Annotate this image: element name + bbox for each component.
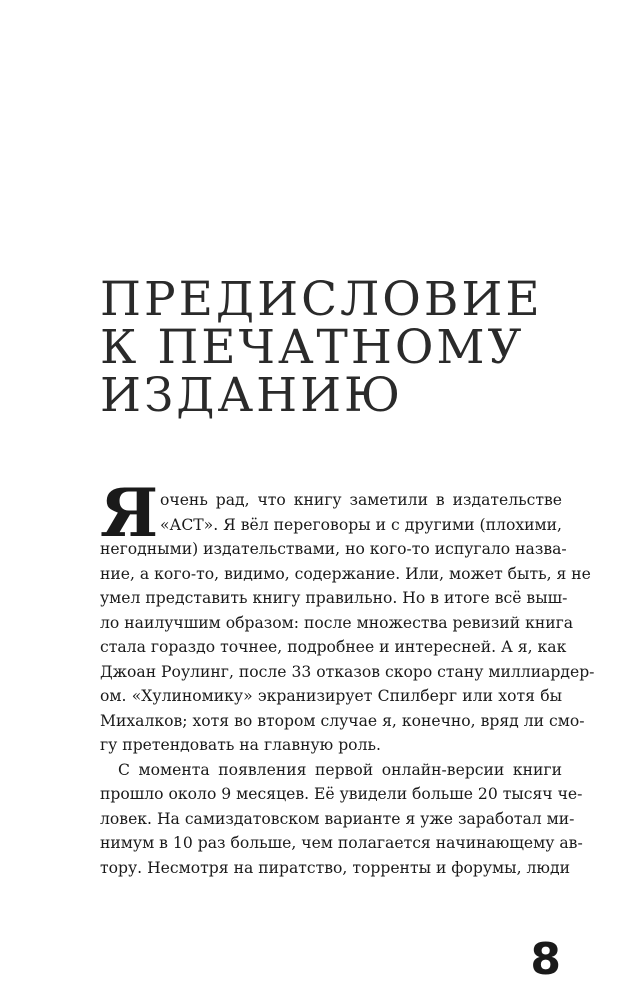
- text-line: умел представить книгу правильно. Но в итоге всё выш-: [100, 589, 568, 607]
- text-line: ловек. На самиздатовском варианте я уже заработал ми-: [100, 809, 575, 828]
- chapter-title-line-3: ИЗДАНИЮ: [100, 368, 404, 423]
- text-line: Джоан Роулинг, после 33 отказов скоро стану миллиардер-: [100, 662, 595, 681]
- drop-cap: Я: [100, 474, 159, 552]
- text-line: прошло около 9 месяцев. Её увидели больше 20 тысяч че-: [100, 785, 583, 803]
- text-line: С момента появления первой онлайн-версии книги: [118, 760, 562, 779]
- text-line: негодными) издательствами, но кого-то испугало назва-: [100, 540, 567, 558]
- text-line: ом. «Хулиномику» экранизирует Спилберг или хотя бы: [100, 687, 562, 705]
- text-line: ние, а кого-то, видимо, содержание. Или, может быть, я не: [100, 564, 591, 583]
- page-number: 8: [530, 934, 561, 985]
- text-line: нимум в 10 раз больше, чем полагается начинающему ав-: [100, 834, 583, 852]
- text-line: ло наилучшим образом: после множества ревизий книга: [100, 613, 574, 632]
- text-line: тору. Несмотря на пиратство, торренты и форумы, люди: [100, 858, 570, 877]
- text-line: стала гораздо точнее, подробнее и интересней. А я, как: [100, 638, 567, 656]
- chapter-title-line-2: К ПЕЧАТНОМУ: [100, 320, 525, 375]
- chapter-title: [100, 272, 570, 423]
- text-line: Михалков; хотя во втором случае я, конечно, вряд ли смо-: [100, 711, 585, 730]
- body-text: [100, 474, 595, 880]
- chapter-title-line-1: ПРЕДИСЛОВИЕ: [100, 272, 543, 327]
- text-line: «АСТ». Я вёл переговоры и с другими (плохими,: [160, 515, 562, 534]
- text-line: очень рад, что книгу заметили в издательстве: [160, 491, 562, 509]
- text-line: гу претендовать на главную роль.: [100, 736, 381, 754]
